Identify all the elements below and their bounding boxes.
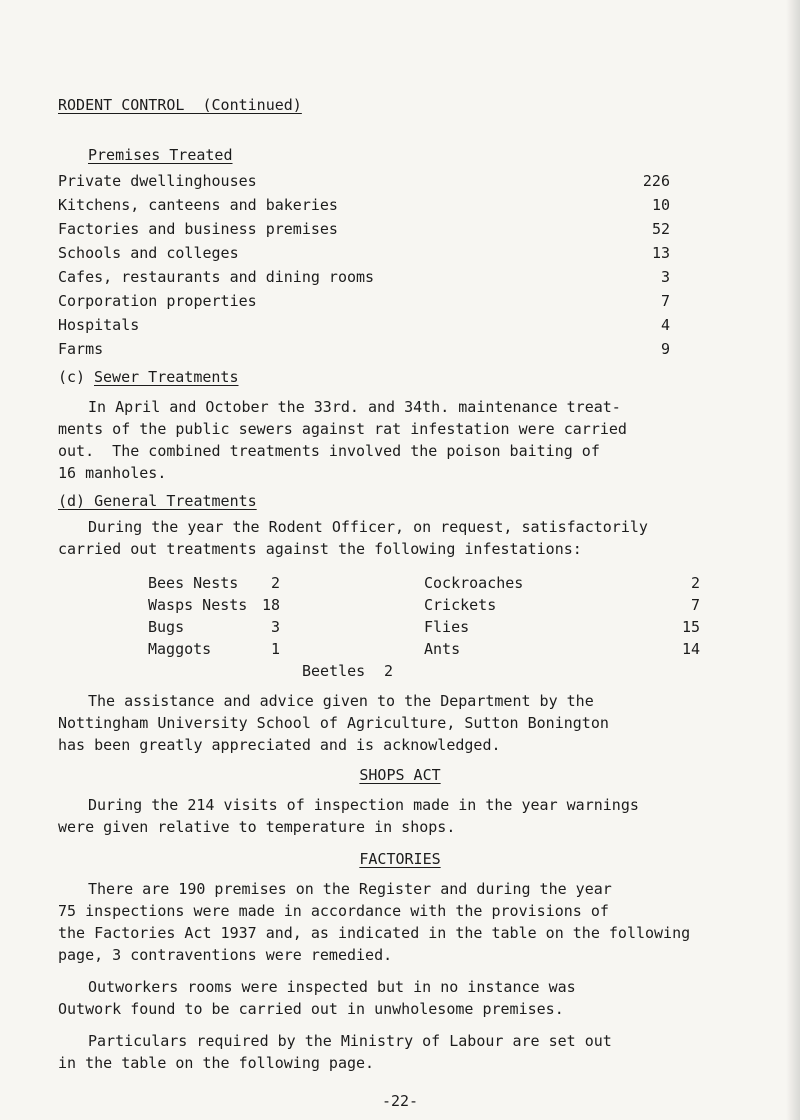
page-edge-shadow (786, 0, 800, 1120)
infestation-value: 3 (270, 618, 280, 636)
infestation-value: 1 (270, 640, 280, 658)
infestation-label: Flies (424, 618, 470, 636)
factories-text-line: Particulars required by the Ministry of Labour are set out (88, 1032, 612, 1050)
premises-label: Kitchens, canteens and bakeries (58, 196, 338, 214)
factories-text-line: Outwork found to be carried out in unwholesome premises. (58, 1000, 564, 1018)
infestation-value: 2 (270, 574, 280, 592)
general-text-line: carried out treatments against the following infestations: (58, 540, 582, 558)
sewer-text-line: 16 manholes. (58, 464, 167, 482)
premises-value: 3 (660, 268, 670, 286)
assistance-line: has been greatly appreciated and is acknowledged. (58, 736, 501, 754)
infestation-value: 2 (690, 574, 700, 592)
factories-text-line: Outworkers rooms were inspected but in no instance was (88, 978, 576, 996)
sewer-text-line: In April and October the 33rd. and 34th. maintenance treat- (88, 398, 621, 416)
premises-heading: Premises Treated (88, 146, 233, 164)
premises-value: 52 (651, 220, 670, 238)
premises-value: 7 (660, 292, 670, 310)
infestation-value: 18 (261, 596, 280, 614)
infestation-label: Maggots (148, 640, 212, 658)
premises-label: Farms (58, 340, 104, 358)
premises-value: 9 (660, 340, 670, 358)
shops-text-line: During the 214 visits of inspection made in the year warnings (88, 796, 639, 814)
page-number: -22- (381, 1092, 419, 1110)
infestation-label: Beetles (302, 662, 366, 680)
sewer-text-line: out. The combined treatments involved the poison baiting of (58, 442, 600, 460)
infestation-label: Cockroaches (424, 574, 524, 592)
general-text-line: During the year the Rodent Officer, on request, satisfactorily (88, 518, 648, 536)
infestation-label: Bugs (148, 618, 185, 636)
sewer-prefix: (c) (58, 368, 86, 386)
premises-label: Hospitals (58, 316, 140, 334)
premises-value: 226 (642, 172, 670, 190)
factories-text-line: the Factories Act 1937 and, as indicated in the table on the following (58, 924, 691, 942)
sewer-text-line: ments of the public sewers against rat infestation were carried (58, 420, 627, 438)
shops-heading: SHOPS ACT (359, 766, 441, 784)
premises-label: Schools and colleges (58, 244, 239, 262)
general-heading: (d) General Treatments (58, 492, 257, 510)
factories-heading: FACTORIES (359, 850, 441, 868)
infestation-value: 15 (681, 618, 700, 636)
premises-label: Corporation properties (58, 292, 257, 310)
factories-text-line: page, 3 contraventions were remedied. (58, 946, 393, 964)
shops-text-line: were given relative to temperature in shops. (58, 818, 456, 836)
infestation-label: Wasps Nests (148, 596, 248, 614)
infestation-label: Bees Nests (148, 574, 239, 592)
infestation-label: Ants (424, 640, 461, 658)
assistance-line: Nottingham University School of Agriculture, Sutton Bonington (58, 714, 609, 732)
assistance-line: The assistance and advice given to the Department by the (88, 692, 594, 710)
premises-label: Cafes, restaurants and dining rooms (58, 268, 375, 286)
infestation-label: Crickets (424, 596, 497, 614)
premises-value: 4 (660, 316, 670, 334)
factories-text-line: 75 inspections were made in accordance with the provisions of (58, 902, 609, 920)
infestation-value: 7 (690, 596, 700, 614)
premises-value: 10 (651, 196, 670, 214)
premises-label: Factories and business premises (58, 220, 338, 238)
factories-text-line: in the table on the following page. (58, 1054, 375, 1072)
page-header: RODENT CONTROL (Continued) (58, 96, 302, 114)
factories-text-line: There are 190 premises on the Register and during the year (88, 880, 612, 898)
infestation-value: 2 (384, 662, 394, 680)
sewer-heading: Sewer Treatments (94, 368, 239, 386)
premises-value: 13 (651, 244, 670, 262)
infestation-value: 14 (681, 640, 700, 658)
premises-label: Private dwellinghouses (58, 172, 257, 190)
